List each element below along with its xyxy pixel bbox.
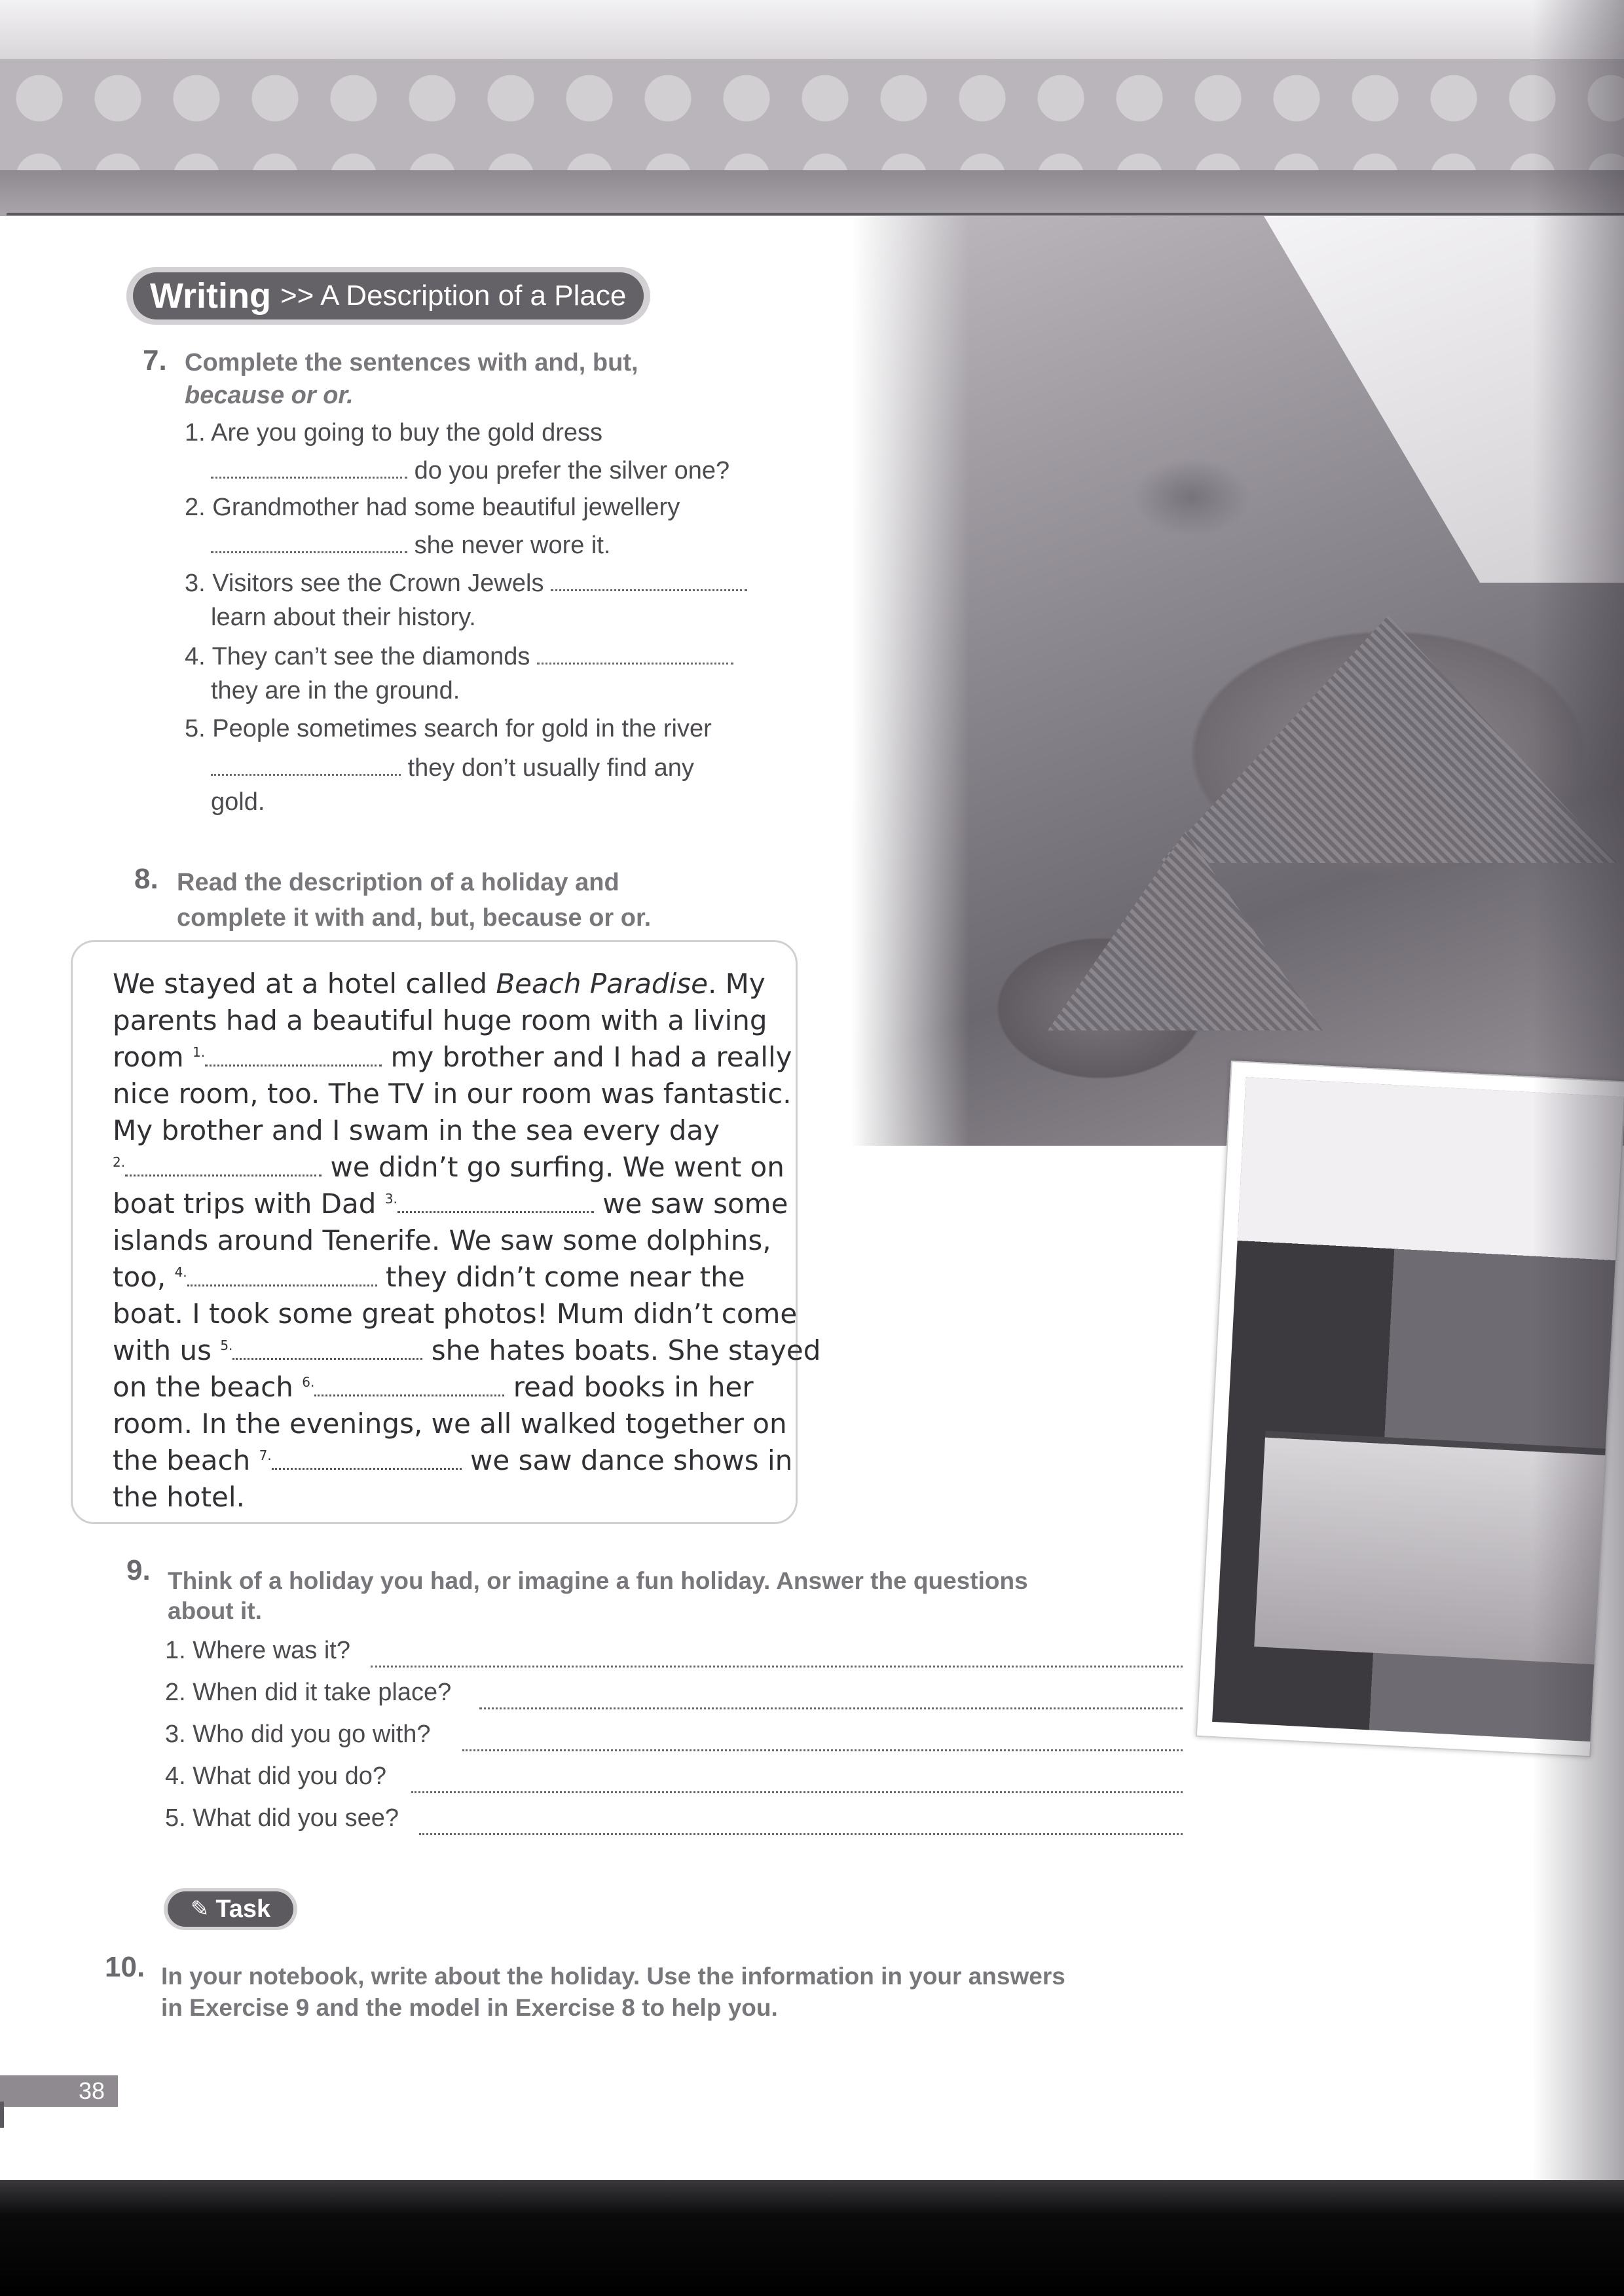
gap-number: 2. [113,1154,126,1170]
story-line-2: parents had a beautiful huge room with a living [113,1004,767,1036]
task-label: Task [215,1895,271,1923]
scan-bottom-edge [0,2180,1624,2296]
ex9-answer-line-4[interactable] [411,1789,1183,1793]
ex9-answer-line-3[interactable] [462,1747,1183,1751]
story-line-1 [113,968,766,1000]
task-badge-inner [168,1891,293,1927]
ex8-number: 8. [134,863,158,895]
ex7-item-4-a [185,643,733,671]
header-divider [7,213,1624,215]
ex7-item-2-a [185,494,680,522]
item-number: 3. [185,570,206,597]
ex10-instruction-line2: in Exercise 9 and the model in Exercise 8 to help you. [161,1994,778,2021]
ex7-item-2-b [211,532,610,560]
item-text: they don’t usually find any [407,754,694,782]
story-text: read books in her [504,1371,754,1403]
story-line-8: islands around Tenerife. We saw some dolphins, [113,1224,771,1256]
story-gap-4[interactable] [187,1265,377,1286]
ex7-item-5-a [185,715,712,743]
story-line-9 [113,1261,745,1293]
ex7-item-5-c: gold. [211,788,265,816]
item-text: They can’t see the diamonds [212,643,530,670]
header-stripe [0,170,1624,216]
page-number: 38 [78,2077,105,2104]
item-number: 1. [185,419,206,446]
section-banner-label [133,272,644,319]
story-gap-7[interactable] [272,1448,462,1470]
story-gap-5[interactable] [232,1338,422,1360]
section-banner [126,267,650,325]
ex9-question-1: 1. Where was it? [165,1637,350,1664]
banner-writing: Writing [150,276,271,316]
story-text: we saw dance shows in [461,1444,793,1476]
story-line-13: room. In the evenings, we all walked together on [113,1408,787,1440]
hotel-name: Beach Paradise [496,968,708,1000]
gap-number: 1. [193,1044,206,1060]
story-text: room [113,1041,193,1073]
ex7-item-4-b: they are in the ground. [211,677,460,704]
story-line-6 [113,1151,784,1183]
ex9-question-3: 3. Who did you go with? [165,1721,431,1748]
item-number: 4. [185,643,206,670]
pencil-icon: ✎ [190,1897,210,1922]
story-text: we saw some [593,1188,788,1220]
page-edge-mark [0,2102,4,2128]
story-line-10: boat. I took some great photos! Mum didn’t come [113,1298,798,1330]
story-text: with us [113,1334,221,1366]
gap-number: 5. [220,1338,233,1353]
story-gap-3[interactable] [397,1192,594,1213]
binding-shadow [1532,0,1624,2180]
story-text: boat trips with Dad [113,1188,385,1220]
story-text: the beach [113,1444,259,1476]
story-gap-6[interactable] [314,1375,504,1396]
ex7-number: 7. [143,344,167,376]
ex10-instruction-line1: In your notebook, write about the holiday. Use the information in your answers [161,1963,1065,1990]
ex7-item-5-b [211,754,694,782]
story-line-3 [113,1041,792,1073]
answer-blank[interactable] [211,457,407,479]
ex9-answer-line-1[interactable] [371,1663,1183,1667]
ex8-instruction-line2: complete it with and, but, because or or. [177,904,652,932]
ex9-question-4: 4. What did you do? [165,1762,386,1790]
answer-blank[interactable] [211,754,401,776]
story-text: . My [707,968,766,1000]
answer-blank[interactable] [551,570,747,591]
item-text: Are you going to buy the gold dress [211,419,603,446]
item-text: do you prefer the silver one? [414,457,730,484]
ex7-item-3-b: learn about their history. [211,604,476,631]
story-line-14 [113,1444,792,1476]
ex9-instruction-line2: about it. [168,1597,262,1624]
ex8-instruction-line1: Read the description of a holiday and [177,869,619,896]
story-text: on the beach [113,1371,303,1403]
task-badge [164,1888,297,1930]
story-text: we didn’t go surfing. We went on [322,1151,784,1183]
ex7-instruction-line2: because or or. [185,382,354,409]
ex9-question-2: 2. When did it take place? [165,1679,452,1706]
answer-blank[interactable] [537,643,733,665]
top-band [0,0,1624,59]
gap-number: 6. [302,1374,315,1390]
story-line-4: nice room, too. The TV in our room was fantastic. [113,1078,792,1110]
item-number: 5. [185,715,206,742]
item-text: Visitors see the Crown Jewels [212,570,544,597]
story-line-15: the hotel. [113,1481,245,1513]
ex10-number: 10. [105,1951,145,1983]
item-text: People sometimes search for gold in the river [212,715,712,742]
story-text: too, [113,1261,175,1293]
story-line-5: My brother and I swam in the sea every day [113,1114,720,1146]
ex7-item-1-b [211,457,729,485]
item-number: 2. [185,494,206,521]
ex9-question-5: 5. What did you see? [165,1804,399,1832]
story-line-12 [113,1371,754,1403]
ex7-item-3-a [185,570,747,598]
gap-number: 7. [259,1448,272,1463]
ex7-item-1-a [185,419,602,447]
ex9-number: 9. [126,1554,151,1586]
story-gap-1[interactable] [205,1045,382,1066]
header-pattern [0,59,1624,170]
banner-subtitle: >> A Description of a Place [280,280,627,312]
gap-number: 3. [384,1191,397,1207]
story-text: they didn’t come near the [377,1261,745,1293]
ex7-instruction-line1: Complete the sentences with and, but, [185,349,638,376]
ex9-answer-line-2[interactable] [479,1705,1183,1709]
gap-number: 4. [174,1264,187,1280]
story-text: my brother and I had a really [382,1041,792,1073]
answer-blank[interactable] [211,532,407,553]
story-text: We stayed at a hotel called [113,968,496,1000]
item-text: Grandmother had some beautiful jewellery [212,494,680,521]
ex9-answer-line-5[interactable] [419,1831,1183,1835]
ex9-instruction-line1: Think of a holiday you had, or imagine a fun holiday. Answer the questions [168,1567,1028,1594]
story-line-7 [113,1188,788,1220]
story-gap-2[interactable] [125,1155,322,1176]
item-text: she never wore it. [414,532,611,559]
story-text: she hates boats. She stayed [422,1334,821,1366]
story-line-11 [113,1334,821,1366]
